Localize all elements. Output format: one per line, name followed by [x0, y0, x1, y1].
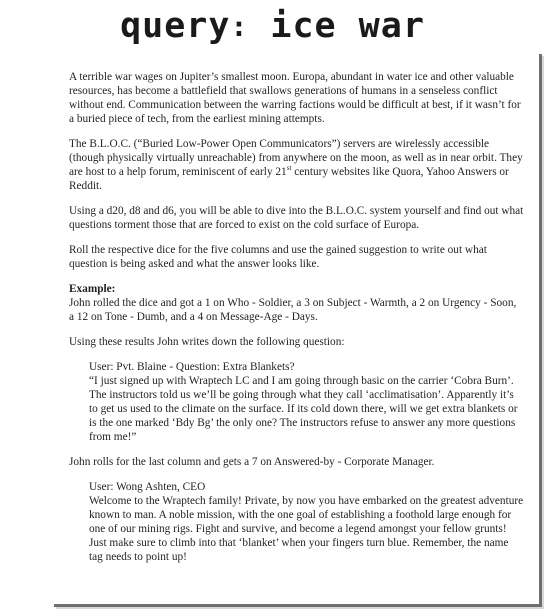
title-word-ice-war: ice war [270, 6, 425, 46]
answer-body: Welcome to the Wraptech family! Private, by now you have embarked on the greatest adventure known to man. A noble mission, with the one goal of establishing a foothold large enough for one of our mining rigs. Fight and survive, and become a legend amongst your fellow grunts! Just make sure to climb into that ‘blanket’ when your fingers turn blue. Remember, the name tag needs to point up! [89, 495, 524, 563]
bloc-text-a: The B.L.O.C. (“Buried Low-Power Open Communicators”) servers are wirelessly accessible (though physically virtually unreachable) from anywhere on the moon, as well as in near orbit. They are host to a help forum, reminiscent of early 21 [69, 138, 523, 178]
question-body: “I just signed up with Wraptech LC and I am going through basic on the carrier ‘Cobra Burn’. The instructors told us we’ll be going through what they call ‘acclimatisation’. Apparently it’s to get us used to the climate on the surface. If its cold down there, will we get extra blankets or is the one marked ‘Bdy Bg’ the only one? The instructors refuse to answer any more questions from me!” [89, 375, 518, 443]
example-heading: Example: [69, 283, 116, 295]
title-colon: : [230, 10, 249, 43]
results-paragraph: Using these results John writes down the following question: [69, 336, 345, 348]
page-title [0, 6, 545, 47]
intro-paragraph: A terrible war wages on Jupiter’s smallest moon. Europa, abundant in water ice and other valuable resources, has become a battlefield that swallows generations of humans in a senseless conflict without end. Communication between the warring factions would be difficult at best, if it wasn’t for a buried piece of tech, from the earliest mining attempts. [69, 71, 521, 125]
answer-header: User: Wong Ashten, CEO [89, 481, 206, 493]
example-paragraph [69, 282, 524, 324]
bloc-superscript: st [286, 164, 292, 173]
question-block [69, 360, 524, 444]
bloc-paragraph [69, 137, 524, 193]
document-body [69, 70, 524, 575]
dice-paragraph: Using a d20, d8 and d6, you will be able to dive into the B.L.O.C. system yourself and find out what questions torment those that are forced to exist on the cold surface of Europa. [69, 205, 524, 231]
answer-block [69, 480, 524, 564]
title-word-query: query [120, 6, 231, 46]
last-roll-paragraph: John rolls for the last column and gets a 7 on Answered-by - Corporate Manager. [69, 456, 435, 468]
bloc-text-b: century websites like Quora, Yahoo Answers or Reddit. [69, 166, 509, 192]
question-header: User: Pvt. Blaine - Question: Extra Blankets? [89, 361, 295, 373]
roll-paragraph: Roll the respective dice for the five columns and use the gained suggestion to write out what question is being asked and what the answer looks like. [69, 244, 487, 270]
example-text: John rolled the dice and got a 1 on Who - Soldier, a 3 on Subject - Warmth, a 2 on Urgency - Soon, a 12 on Tone - Dumb, and a 4 on Message-Age - Days. [69, 297, 517, 323]
